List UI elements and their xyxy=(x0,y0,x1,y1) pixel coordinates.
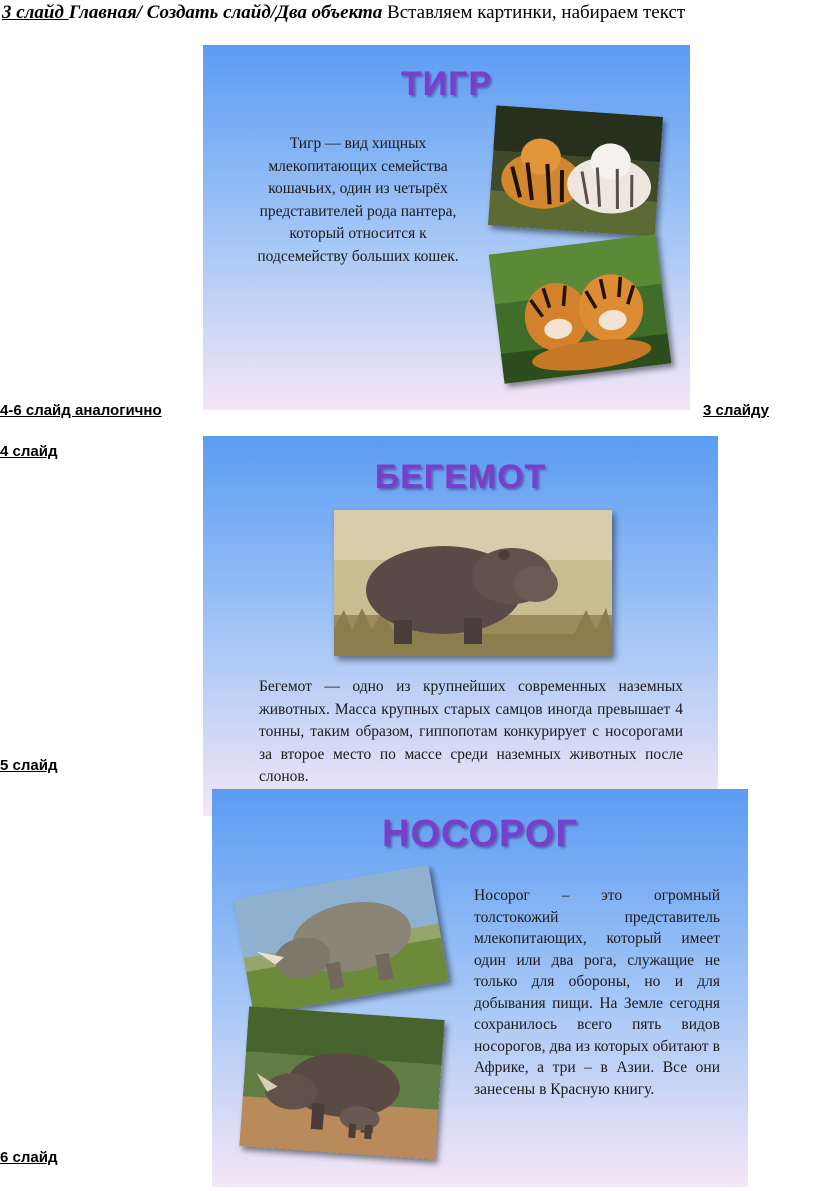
tiger-pair-photo xyxy=(488,105,663,236)
slide-tiger-text: Тигр — вид хищных млекопитающих семейства кошачьих, один из четырёх представителей рода пантера, который относится к подсемейству больших кошек. xyxy=(257,135,459,265)
label-analog-right: 3 слайду xyxy=(703,402,769,419)
label-slide-6: 6 слайд xyxy=(0,1149,58,1166)
label-slide-4: 4 слайд xyxy=(0,443,58,460)
black-rhino-photo xyxy=(239,1006,444,1159)
slide-rhino-title: НОСОРОГ xyxy=(382,813,578,855)
slide-rhino xyxy=(212,789,748,1187)
label-slide-5: 5 слайд xyxy=(0,757,58,774)
white-rhino-photo xyxy=(233,865,448,1016)
slide-hippo-text: Бегемот — одно из крупнейших современных наземных животных. Масса крупных старых самцов иногда превышает 4 тонны, таким образом, гиппопотам конкурирует с носорогами за второе место по массе среди наземных животных после слонов. xyxy=(259,678,683,785)
header-menu-path: Главная/ Создать слайд/Два объекта xyxy=(68,2,383,23)
slide-hippo xyxy=(203,436,718,816)
slide-hippo-title: БЕГЕМОТ xyxy=(374,458,547,496)
header-slide-number: 3 слайд xyxy=(2,2,69,23)
tiger-cubs-photo xyxy=(489,234,672,384)
label-analog-left: 4-6 слайд аналогично xyxy=(0,402,162,419)
instruction-header xyxy=(2,2,685,24)
slide-tiger xyxy=(203,45,690,410)
hippo-photo xyxy=(334,510,612,656)
slide-rhino-text: Носорог – это огромный толстокожий представитель млекопитающих, который имеет один или два рога, служащие не только для обороны, но и для добывания пищи. На Земле сегодня сохранилось всего пять видов носорогов, два из которых обитают в Африке, а три – в Азии. Все они занесены в Красную книгу. xyxy=(474,887,720,1098)
header-instruction: Вставляем картинки, набираем текст xyxy=(382,2,686,23)
slide-tiger-title: ТИГР xyxy=(400,65,493,103)
